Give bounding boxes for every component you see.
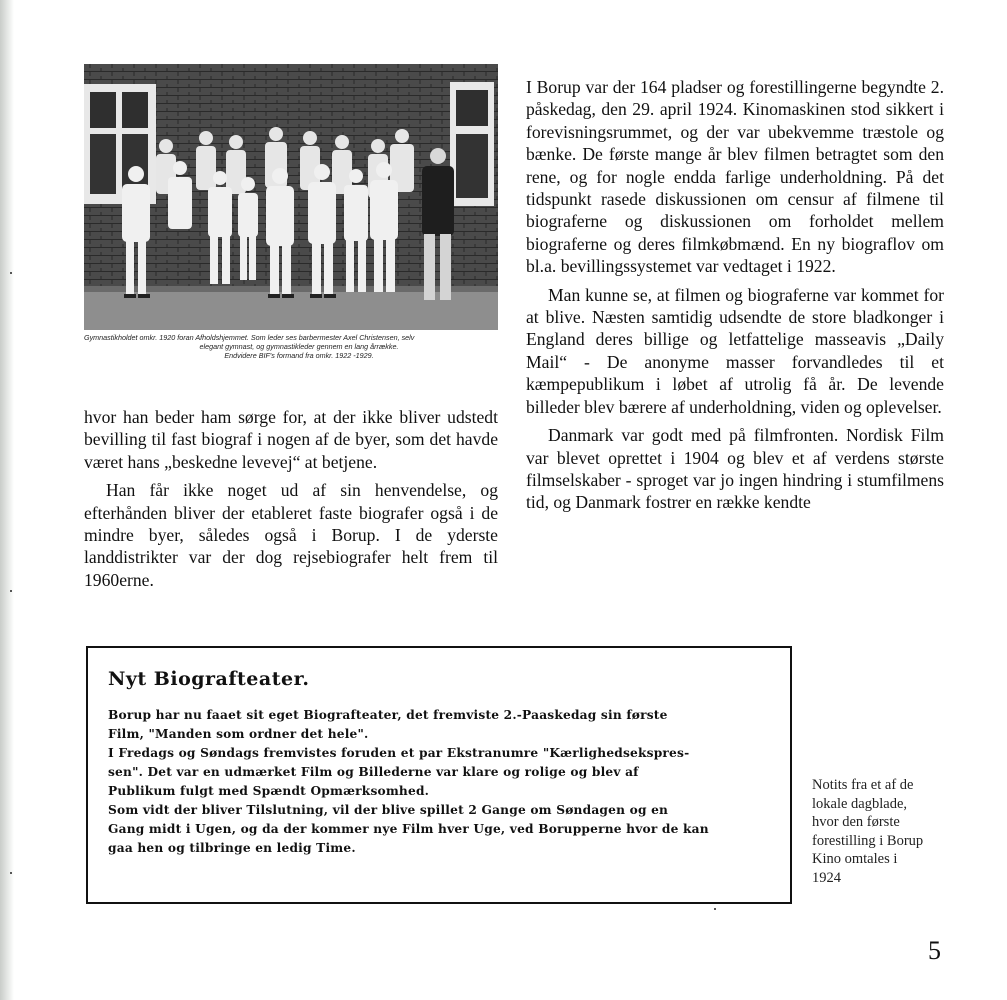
paragraph: Danmark var godt med på filmfronten. Nordisk Film var blevet oprettet i 1904 og blev et af verdens største filmselskaber - sproget var jo ingen hindring i stumfilmens tid, og Danmark fostrer en række kendte [526, 425, 944, 513]
right-column-text [526, 76, 944, 514]
clipping-line: sen". Det var en udmærket Film og Billederne var klare og rolige og blev af [108, 765, 639, 779]
paragraph: I Borup var der 164 pladser og forestillingerne begyndte 2. påskedag, den 29. april 1924. Kinomaskinen stod sikkert i forevisningsrummet, og der var ubekvemme træstole og bænke. De første mange år blev filmen betragtet som den rene, og for nogle endda farlige underholdning. På det tidspunkt rasede diskussionen om censur af filmene til biograferne og diskussionen om forholdet mellem biograferne og deres filmkøbmænd. En ny biograflov om bl.a. bevillingssystemet var vedtaget i 1922. [526, 77, 944, 277]
side-note-line: Notits fra et af de [812, 777, 914, 793]
newspaper-clipping [86, 646, 792, 904]
paragraph: hvor han beder ham sørge for, at der ikke bliver udstedt bevilling til fast biograf i nogen af de byer, som det havde været hans „beskedne levevej“ at betjene. [84, 407, 498, 472]
clipping-line: I Fredags og Søndags fremvistes foruden et par Ekstranumre "Kærlighedsekspres- [108, 746, 690, 760]
gymnastics-team-photo [84, 64, 498, 330]
clipping-line: gaa hen og tilbringe en ledig Time. [108, 841, 356, 855]
photo-caption [84, 333, 514, 360]
page-number: 5 [928, 936, 941, 965]
left-column-text [84, 406, 498, 591]
clipping-line: Som vidt der bliver Tilslutning, vil der blive spillet 2 Gange om Søndagen og en [108, 803, 669, 817]
caption-line: elegant gymnast, og gymnastikleder gennem en lang årrække. [199, 342, 399, 351]
scan-speck [714, 908, 716, 910]
scan-speck [10, 872, 12, 874]
clipping-line: Publikum fulgt med Spændt Opmærksomhed. [108, 784, 430, 798]
side-note-line: forestilling i Borup [812, 832, 924, 849]
caption-line: Gymnastikholdet omkr. 1920 foran Afholdshjemmet. Som leder ses barbermester Axel Christensen, selv [84, 333, 415, 342]
scan-speck [10, 272, 12, 274]
side-note-line: 1924 [812, 869, 841, 886]
clipping-line: Gang midt i Ugen, og da der kommer nye Film hver Uge, ved Borupperne hvor de kan [108, 822, 709, 836]
side-note-line: lokale dagblade, [812, 795, 908, 812]
page-edge-shadow [0, 0, 14, 1000]
clipping-side-note [812, 776, 962, 888]
clipping-line: Film, "Manden som ordner det hele". [108, 727, 369, 741]
paragraph: Han får ikke noget ud af sin henvendelse, og efterhånden bliver der etableret faste biografer også i de mindre byer, således også i Borup. I de yderste landdistrikter var der dog rejsebiografer helt frem til 1960erne. [84, 480, 498, 590]
paragraph: Man kunne se, at filmen og biograferne var kommet for at blive. Næsten samtidig udsendte de store bladkonger i England deres billige og letfattelige masseavis „Daily Mail“ - De anonyme masser forvandledes til et kæmpepublikum i løbet af utrolig få år. De levende billeder blev bærere af underholdning, viden og oplevelser. [526, 284, 944, 417]
side-note-line: Kino omtales i [812, 851, 898, 868]
side-note-line: hvor den første [812, 814, 900, 831]
clipping-title: Nyt Biografteater. [108, 668, 310, 690]
clipping-line: Borup har nu faaet sit eget Biografteater, det fremviste 2.-Paaskedag sin første [108, 708, 668, 722]
caption-line: Endvidere BIF's formand fra omkr. 1922 -1929. [224, 351, 374, 360]
scan-speck [10, 590, 12, 592]
